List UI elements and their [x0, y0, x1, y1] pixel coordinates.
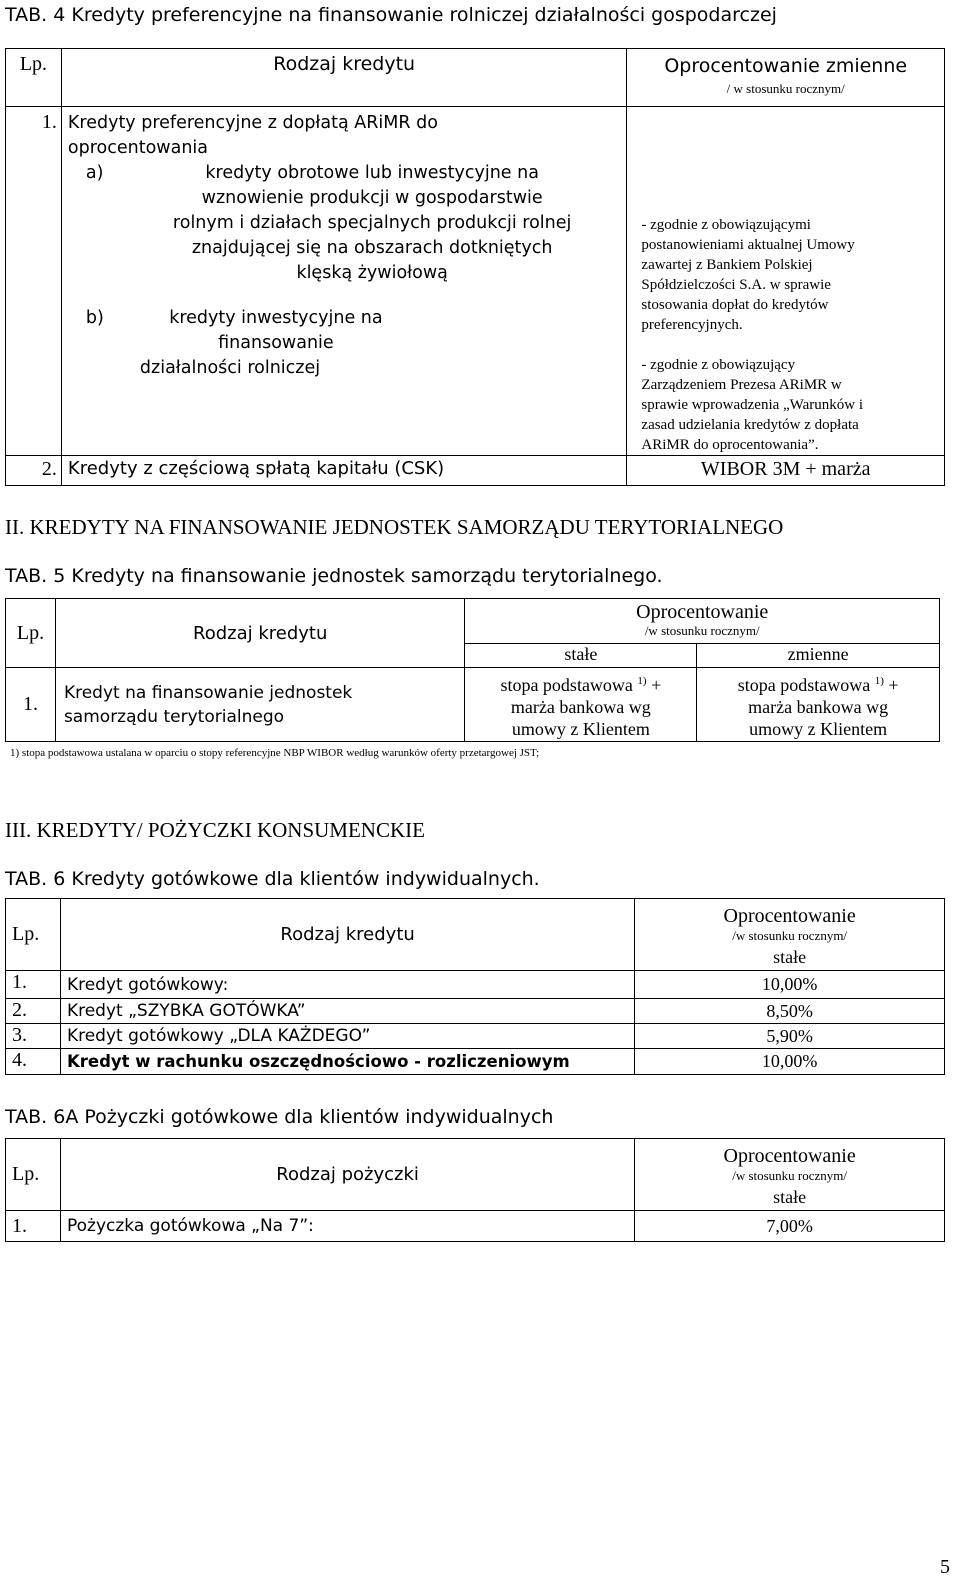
tab4-item-a-line: znajdującej się na obszarach dotkniętych	[191, 238, 553, 258]
tab4-row1-type	[61, 107, 626, 456]
tab4-item-a-rate-line: postanowieniami aktualnej Umowy	[641, 237, 855, 253]
tab4-item-b-rate-line: ARiMR do oprocentowania”.	[641, 437, 819, 453]
tab4-item-a-text	[126, 161, 618, 286]
page-number: 5	[940, 1556, 950, 1578]
tab5-col-rate	[465, 599, 940, 644]
tab4-table	[5, 48, 945, 486]
tab6a-table	[5, 1138, 945, 1242]
tab5-fixed-line3: umowy z Klientem	[511, 718, 650, 739]
tab4-item-b-line: działalności rolniczej	[139, 358, 321, 378]
tab6-table	[5, 898, 945, 1075]
tab6-row	[6, 999, 945, 1024]
tab5-col-rate-title: Oprocentowanie	[636, 601, 769, 623]
tab4-item-a-line: klęską żywiołową	[296, 263, 448, 283]
tab6-row	[6, 971, 945, 999]
tab6a-col-rate-sub: /w stosunku rocznym/	[732, 1168, 848, 1183]
tab5-row1-type-line: samorządu terytorialnego	[63, 706, 285, 727]
tab6a-row-name: Pożyczka gotówkowa „Na 7”:	[60, 1211, 634, 1242]
tab4-item-a-rate-line: preferencyjnych.	[641, 317, 743, 333]
tab6a-col-rate-title: Oprocentowanie	[723, 1145, 856, 1167]
tab4-item-a-prefix: a)	[85, 163, 104, 183]
tab6a-row-lp: 1.	[6, 1211, 61, 1242]
tab4-col-type: Rodzaj kredytu	[61, 49, 626, 107]
tab6a-title: TAB. 6A Pożyczki gotówkowe dla klientów indywidualnych	[5, 1106, 554, 1128]
tab5-col-rate-sub: /w stosunku rocznym/	[644, 623, 760, 638]
tab5-row1-lp: 1.	[6, 668, 56, 742]
tab6a-col-lp: Lp.	[6, 1139, 61, 1211]
tab4-row1-line: Kredyty preferencyjne z dopłatą ARiMR do	[67, 113, 438, 133]
tab4-row1-rate	[627, 107, 945, 456]
tab6-col-fixed: stałe	[773, 947, 807, 967]
tab5-row1-fixed	[465, 668, 697, 742]
tab5-footnote: 1) stopa podstawowa ustalana w oparciu o stopy referencyjne NBP WIBOR według warunków oferty przetargowej JST;	[10, 747, 540, 759]
tab5-table	[5, 598, 940, 742]
tab6a-row-rate: 7,00%	[635, 1211, 945, 1242]
tab4-item-a-line: wznowienie produkcji w gospodarstwie	[201, 188, 543, 208]
tab4-item-a-rate-line: zawartej z Bankiem Polskiej	[641, 257, 813, 273]
tab6-row-rate: 5,90%	[635, 1024, 945, 1049]
tab6-title: TAB. 6 Kredyty gotówkowe dla klientów indywidualnych.	[5, 868, 540, 890]
tab4-title: TAB. 4 Kredyty preferencyjne na finansowanie rolniczej działalności gospodarczej	[5, 4, 777, 26]
tab4-item-a-line: kredyty obrotowe lub inwestycyjne na	[205, 163, 539, 183]
tab4-row2-type: Kredyty z częściową spłatą kapitału (CSK)	[61, 456, 626, 486]
tab5-header-row	[6, 599, 940, 644]
tab5-fixed-line1: stopa podstawowa $^{1)}$ +	[500, 674, 662, 695]
tab6a-row	[6, 1211, 945, 1242]
tab6-col-type: Rodzaj kredytu	[60, 899, 634, 971]
tab4-item-b-rate-line: zasad udzielania kredytów z dopłata	[641, 417, 859, 433]
tab6-row	[6, 1024, 945, 1049]
tab5-col-type: Rodzaj kredytu	[55, 599, 465, 668]
tab4-row1-line: oprocentowania	[67, 138, 209, 158]
tab4-item-b-prefix: b)	[85, 308, 104, 328]
section3-title: III. KREDYTY/ POŻYCZKI KONSUMENCKIE	[5, 818, 425, 842]
tab6a-col-fixed: stałe	[773, 1187, 807, 1207]
tab6-row-name: Kredyt „SZYBKA GOTÓWKA”	[60, 999, 634, 1024]
tab4-col-rate-sub: / w stosunku rocznym/	[726, 81, 845, 96]
tab4-col-rate-title: Oprocentowanie zmienne	[664, 55, 908, 77]
tab5-col-lp: Lp.	[6, 599, 56, 668]
tab5-col-fixed: stałe	[465, 644, 697, 668]
tab5-row1-variable	[697, 668, 940, 742]
tab4-item-b-rate-line: - zgodnie z obowiązujący	[641, 357, 796, 373]
tab6-row-lp: 4.	[6, 1049, 61, 1075]
tab4-item-b-line: kredyty inwestycyjne na finansowanie	[169, 308, 383, 353]
tab6-row-lp: 2.	[6, 999, 61, 1024]
tab4-col-lp: Lp.	[6, 49, 62, 107]
tab5-fixed-line2: marża bankowa wg	[510, 696, 651, 717]
tab4-row2-rate: WIBOR 3M + marża	[627, 456, 945, 486]
tab5-col-variable: zmienne	[697, 644, 940, 668]
tab5-row1-type-line: Kredyt na finansowanie jednostek	[63, 682, 353, 703]
tab6-row	[6, 1049, 945, 1075]
tab6-row-rate: 10,00%	[635, 1049, 945, 1075]
tab6a-col-rate	[635, 1139, 945, 1211]
tab6-row-name: Kredyt w rachunku oszczędnościowo - rozliczeniowym	[60, 1049, 634, 1075]
tab6-row-rate: 10,00%	[635, 971, 945, 999]
tab5-variable-line3: umowy z Klientem	[749, 718, 888, 739]
tab4-item-a-rate-line: stosowania dopłat do kredytów	[641, 297, 829, 313]
tab6-col-rate	[635, 899, 945, 971]
tab4-row2-lp: 2.	[6, 456, 62, 486]
tab4-item-a-rate-line: Spółdzielczości S.A. w sprawie	[641, 277, 831, 293]
tab6-row-lp: 3.	[6, 1024, 61, 1049]
tab4-row-2	[6, 456, 945, 486]
tab4-item-a-rate-line: - zgodnie z obowiązującymi	[641, 217, 811, 233]
tab4-item-b	[68, 306, 618, 381]
tab5-title: TAB. 5 Kredyty na finansowanie jednostek samorządu terytorialnego.	[5, 565, 663, 587]
tab4-header-row	[6, 49, 945, 107]
tab4-item-b-text	[126, 306, 426, 381]
tab5-variable-line2: marża bankowa wg	[748, 696, 889, 717]
tab6-row-rate: 8,50%	[635, 999, 945, 1024]
tab6a-header-row	[6, 1139, 945, 1211]
tab6a-col-type: Rodzaj pożyczki	[60, 1139, 634, 1211]
tab4-row-1	[6, 107, 945, 456]
tab6-col-lp: Lp.	[6, 899, 61, 971]
tab5-variable-line1: stopa podstawowa $^{1)}$ +	[737, 674, 899, 695]
section2-title: II. KREDYTY NA FINANSOWANIE JEDNOSTEK SAMORZĄDU TERYTORIALNEGO	[5, 515, 784, 539]
tab6-row-name: Kredyt gotówkowy „DLA KAŻDEGO”	[60, 1024, 634, 1049]
tab6-row-name: Kredyt gotówkowy:	[60, 971, 634, 999]
tab6-col-rate-title: Oprocentowanie	[723, 905, 856, 927]
tab4-item-b-rate-line: Zarządzeniem Prezesa ARiMR w	[641, 377, 842, 393]
tab5-row1-type	[55, 668, 465, 742]
tab5-row-1	[6, 668, 940, 742]
tab6-header-row	[6, 899, 945, 971]
tab4-item-b-rate-line: sprawie wprowadzenia „Warunków i	[641, 397, 864, 413]
tab6-row-lp: 1.	[6, 971, 61, 999]
tab4-row1-lp: 1.	[6, 107, 62, 456]
tab4-col-rate	[627, 49, 945, 107]
tab4-item-a-line: rolnym i działach specjalnych produkcji rolnej	[172, 213, 572, 233]
tab4-item-a	[68, 161, 618, 286]
tab6-col-rate-sub: /w stosunku rocznym/	[732, 928, 848, 943]
